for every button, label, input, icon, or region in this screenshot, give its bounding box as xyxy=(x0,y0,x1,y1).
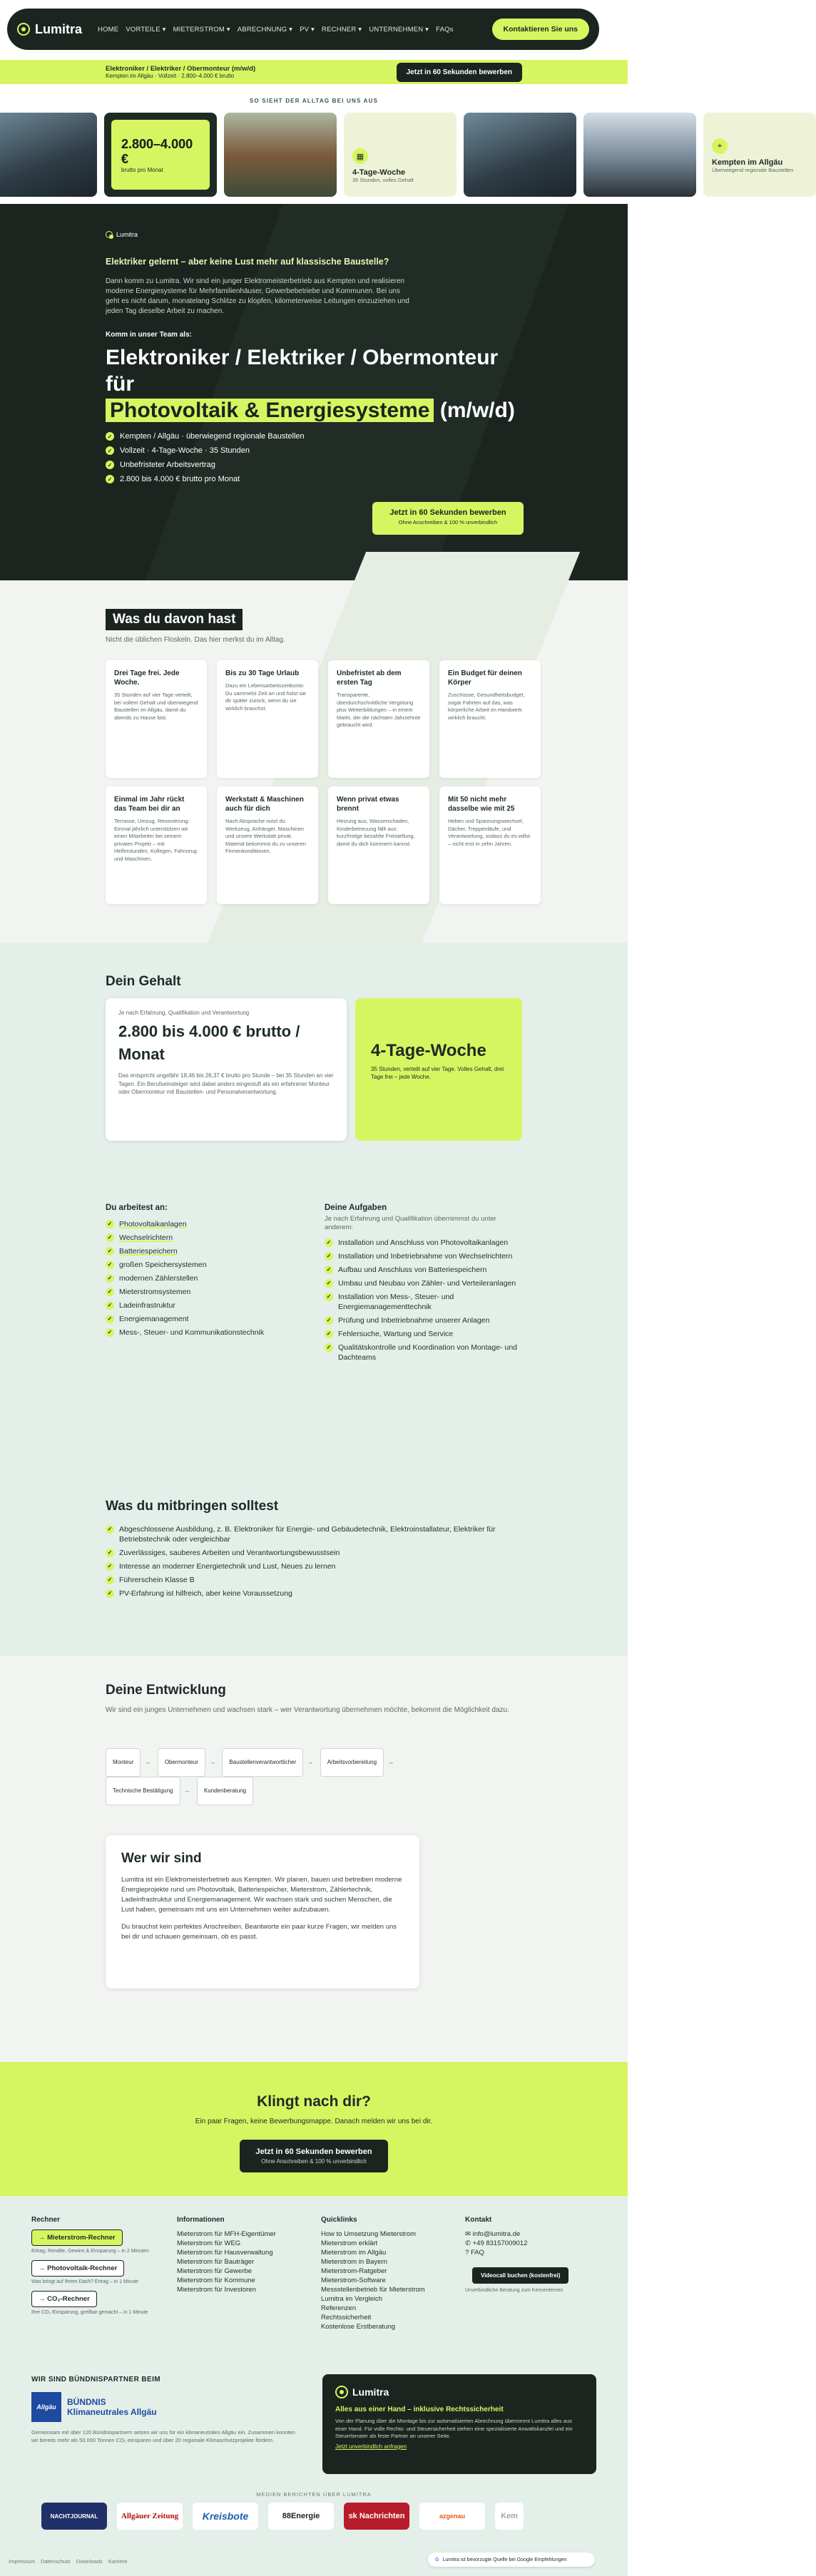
alliance-logo[interactable] xyxy=(31,2392,295,2422)
hero-brand xyxy=(106,231,526,238)
videocall-button[interactable]: Videocall buchen (kostenfrei) xyxy=(472,2267,568,2284)
alliance-badge: Allgäu xyxy=(31,2392,61,2422)
check-icon: ✓ xyxy=(325,1252,333,1261)
nav-pv[interactable]: PV ▾ xyxy=(300,25,315,34)
strip-week-card xyxy=(344,113,457,197)
hero-brand-name: Lumitra xyxy=(116,231,138,238)
check-icon: ✓ xyxy=(106,1261,114,1269)
job-bar-title: Elektroniker / Elektriker / Obermonteur (m/w/d) xyxy=(106,65,256,73)
check-icon: ✓ xyxy=(106,432,114,441)
development-description: Wir sind ein junges Unternehmen und wachsen stark – wer Verantwortung übernehmen möchte, bekommt die Möglichkeit dazu. xyxy=(106,1706,509,1714)
footer-calculators xyxy=(31,2216,153,2316)
email-link[interactable]: ✉ info@lumitra.de xyxy=(465,2230,521,2238)
benefits-section xyxy=(0,580,628,943)
press-logo-partial[interactable]: Kem xyxy=(495,2503,524,2530)
career-step: Obermonteur xyxy=(158,1748,205,1777)
list-item: ✓ Führerschein Klasse B xyxy=(106,1575,526,1585)
hero-apply-button[interactable]: Jetzt in 60 Sekunden bewerben Ohne Anschreiben & 100 % unverbindlich xyxy=(372,502,524,535)
mail-icon: ✉ xyxy=(465,2230,473,2238)
footer-link[interactable]: Rechtssicherheit xyxy=(321,2314,372,2321)
promo-box xyxy=(322,2374,596,2474)
legal-link[interactable]: Datenschutz xyxy=(41,2558,71,2565)
calc-note: Was bringt auf Ihrem Dach? Ertrag – in 1 Minute xyxy=(31,2279,138,2284)
partner-text: Gemeinsam mit über 120 Bündnispartnern setzen wir uns für ein klimaneutrales Allgäu ein. Zusammen konnten wir bereits mehr als 50.000 Tonnen CO₂ einsparen und über 20 regionale Klimaschutzprojekte fördern. xyxy=(31,2429,295,2443)
faq-link[interactable]: ? FAQ xyxy=(465,2249,484,2257)
career-step: Kundenberatung xyxy=(197,1777,253,1805)
list-item: ✓ Energiemanagement xyxy=(106,1314,320,1324)
nav-mieterstrom[interactable]: MIETERSTROM ▾ xyxy=(173,25,230,34)
benefit-card: Bis zu 30 Tage Urlaub Dazu ein Lebensarbeitszeitkonto: Du sammelst Zeit an und holst sie dir später zurück, wenn du sie wirklich brauchst. xyxy=(217,660,318,778)
strip-photo-3 xyxy=(464,113,576,197)
press-logo-nachtjournal[interactable]: NACHTJOURNAL xyxy=(41,2503,107,2530)
list-item: ✓ Installation und Anschluss von Photovoltaikanlagen xyxy=(325,1238,524,1248)
check-icon: ✓ xyxy=(106,475,114,483)
benefits-grid xyxy=(106,660,541,904)
calendar-icon: ▦ xyxy=(352,148,368,164)
footer-link[interactable]: Mieterstrom für WEG xyxy=(177,2239,241,2247)
brand-name: Lumitra xyxy=(35,21,83,36)
strip-location-label: Überwiegend regionale Baustellen xyxy=(712,167,794,173)
footer-link[interactable]: Referenzen xyxy=(321,2304,357,2312)
footer-link[interactable]: Mieterstrom-Software xyxy=(321,2277,386,2284)
check-icon: ✓ xyxy=(325,1343,333,1352)
nav-rechner[interactable]: RECHNER ▾ xyxy=(322,25,362,34)
strip-photo-4 xyxy=(583,113,696,197)
benefit-card: Einmal im Jahr rückt das Team bei dir an Terrasse, Umzug, Renovierung: Einmal jährlich unterstützen wir einen Mitarbeiter bei seinem privaten Projekt – mit Helferstunden, Kollegen, Fahrzeug und Maschinen. xyxy=(106,786,207,904)
footer-info-title: Informationen xyxy=(177,2216,225,2224)
check-icon: ✓ xyxy=(106,1288,114,1296)
hero-bullet: ✓ 2.800 bis 4.000 € brutto pro Monat xyxy=(106,475,526,483)
development-section xyxy=(0,1656,628,2062)
image-strip xyxy=(0,113,816,197)
about-card xyxy=(106,1835,419,1989)
check-icon: ✓ xyxy=(106,1247,114,1256)
alliance-name: BÜNDNIS Klimaneutrales Allgäu xyxy=(67,2397,157,2417)
salary-meta: Je nach Erfahrung, Qualifikation und Verantwortung xyxy=(118,1010,250,1016)
career-path xyxy=(106,1748,534,1805)
cta-apply-button[interactable]: Jetzt in 60 Sekunden bewerben Ohne Anschreiben & 100 % unverbindlich xyxy=(240,2140,387,2172)
list-item: ✓ Ladeinfrastruktur xyxy=(106,1300,320,1310)
footer-link[interactable]: Mieterstrom im Allgäu xyxy=(321,2249,387,2257)
benefit-card: Wenn privat etwas brennt Heizung aus, Wasserschaden, Kinderbetreuung fällt aus: kurzfristige bezahlte Freistellung, damit du dich kümmern kannst. xyxy=(328,786,429,904)
salary-description: Das entspricht ungefähr 18,46 bis 26,37 € brutto pro Stunde – bei 35 Stunden an vier Tagen. Ein Berufseinsteiger wird dabei anders eingestuft als ein erfahrener Monteur oder Obermonteur mit Baustellen- und Personalverantwortung. xyxy=(118,1072,334,1095)
check-icon: ✓ xyxy=(106,1576,114,1584)
nav-unternehmen[interactable]: UNTERNEHMEN ▾ xyxy=(369,25,429,34)
career-step: Arbeitsvorbereitung xyxy=(320,1748,384,1777)
press-logo-azgenau[interactable]: azgenau xyxy=(419,2503,485,2530)
press-logo-sk-nachrichten[interactable]: sk Nachrichten xyxy=(344,2503,409,2530)
benefits-subtitle: Nicht die üblichen Floskeln. Das hier merkst du im Alltag. xyxy=(106,636,285,644)
legal-link[interactable]: Karriere xyxy=(108,2558,128,2565)
arrow-right-icon: → xyxy=(387,1758,394,1765)
benefit-card: Mit 50 nicht mehr dasselbe wie mit 25 Heben und Spannungswechsel, Dächer, Treppenläufe, und Verantwortung, sodass du es willst – nicht erst in zehn Jahren. xyxy=(439,786,541,904)
tasks-subtitle: Je nach Erfahrung und Qualifikation übernimmst du unter anderem: xyxy=(325,1215,496,1231)
check-icon: ✓ xyxy=(106,1315,114,1323)
promo-link[interactable]: Jetzt unverbindlich anfragen xyxy=(335,2443,407,2450)
site-footer xyxy=(0,2196,628,2576)
hero-logo-icon xyxy=(106,231,113,238)
strip-photo-1 xyxy=(0,113,97,197)
calc-note: Ihre CO₂-Einsparung, greifbar gemacht – in 1 Minute xyxy=(31,2310,148,2315)
salary-title: Dein Gehalt xyxy=(106,974,181,989)
footer-contact xyxy=(465,2216,601,2294)
check-icon: ✓ xyxy=(106,1220,114,1228)
list-item: ✓ Mieterstromsystemen xyxy=(106,1287,320,1297)
list-item: ✓ Umbau und Neubau von Zähler- und Verteileranlagen xyxy=(325,1278,524,1288)
footer-calc-title: Rechner xyxy=(31,2216,61,2224)
nav-home[interactable]: HOME xyxy=(98,25,119,34)
requirements-list xyxy=(106,1499,526,1602)
list-item: ✓ modernen Zählerstellen xyxy=(106,1273,320,1283)
list-item: ✓ Abgeschlossene Ausbildung, z. B. Elektroniker für Energie- und Gebäudetechnik, Elektroinstallateur, Elektriker für Betriebstechnik oder vergleichbar xyxy=(106,1524,526,1544)
pv-calc-button[interactable]: → Photovoltaik-Rechner xyxy=(31,2260,124,2277)
list-item: ✓ Batteriespeichern xyxy=(106,1246,320,1256)
check-icon: ✓ xyxy=(325,1293,333,1301)
career-step: Technische Bestätigung xyxy=(106,1777,180,1805)
hero-title: Elektroniker / Elektriker / Obermonteur für Photovoltaik & Energiesysteme (m/w/d) xyxy=(106,346,515,422)
week-title: 4-Tage-Woche xyxy=(371,1041,486,1060)
press-logo-kreisbote[interactable]: Kreisbote xyxy=(193,2503,258,2530)
footer-link[interactable]: Mieterstrom für Bauträger xyxy=(177,2258,255,2266)
nav-abrechnung[interactable]: ABRECHNUNG ▾ xyxy=(237,25,293,34)
check-icon: ✓ xyxy=(325,1266,333,1274)
check-icon: ✓ xyxy=(325,1316,333,1325)
footer-link[interactable]: Kostenlose Erstberatung xyxy=(321,2323,396,2331)
strip-salary-value: 2.800–4.000 € xyxy=(121,136,193,166)
work-title: Du arbeitest an: xyxy=(106,1204,168,1212)
list-item: ✓ Qualitätskontrolle und Koordination von Montage- und Dachteams xyxy=(325,1343,524,1363)
week-description: 35 Stunden, verteilt auf vier Tage. Volles Gehalt, drei Tage frei – jede Woche. xyxy=(371,1066,504,1080)
job-bar-apply-button[interactable]: Jetzt in 60 Sekunden bewerben xyxy=(397,63,522,82)
salary-value: 2.800 bis 4.000 € brutto / Monat xyxy=(118,1022,300,1063)
press-logos xyxy=(41,2503,524,2530)
legal-links xyxy=(9,2558,128,2565)
list-item: ✓ Fehlersuche, Wartung und Service xyxy=(325,1329,524,1339)
benefit-card: Ein Budget für deinen Körper Zuschüsse, Gesundheitsbudget, sogar Fahrten auf das, was körperliche Arbeit im Handwerk wirklich braucht. xyxy=(439,660,541,778)
list-item: ✓ Zuverlässiges, sauberes Arbeiten und Verantwortungsbewusstsein xyxy=(106,1548,526,1558)
press-title: MEDIEN BERICHTEN ÜBER LUMITRA xyxy=(256,2491,372,2498)
legal-link[interactable]: Downloads xyxy=(76,2558,103,2565)
mieterstrom-calc-button[interactable]: → Mieterstrom-Rechner xyxy=(31,2229,123,2246)
benefit-card: Drei Tage frei. Jede Woche. 35 Stunden auf vier Tage verteilt, bei vollem Gehalt und überwiegend Baustellen im Allgäu, damit du abends zu Hause bist. xyxy=(106,660,207,778)
check-icon: ✓ xyxy=(325,1279,333,1288)
tasks-title: Deine Aufgaben xyxy=(325,1204,387,1212)
list-item: ✓ Aufbau und Anschluss von Batteriespeichern xyxy=(325,1265,524,1275)
site-header xyxy=(7,9,599,50)
about-text-2: Du brauchst kein perfektes Anschreiben. Beantworte ein paar kurze Fragen, wir melden uns bei dir und schauen gemeinsam, ob es passt. xyxy=(121,1923,397,1941)
hero-title-highlight: Photovoltaik & Energiesysteme xyxy=(106,399,434,422)
logo-icon xyxy=(17,23,30,36)
list-item: ✓ Wechselrichtern xyxy=(106,1233,320,1243)
footer-link[interactable]: Mieterstrom-Ratgeber xyxy=(321,2267,387,2275)
hero-bullet: ✓ Vollzeit · 4-Tage-Woche · 35 Stunden xyxy=(106,446,526,455)
check-icon: ✓ xyxy=(106,1328,114,1337)
work-list xyxy=(106,1204,320,1341)
check-icon: ✓ xyxy=(106,1301,114,1310)
promo-brand: Lumitra xyxy=(335,2386,583,2398)
benefits-title: Was du davon hast xyxy=(106,609,243,630)
cta-section xyxy=(0,2062,628,2196)
check-icon: ✓ xyxy=(106,446,114,455)
hero-bullets xyxy=(106,432,526,483)
list-item: ✓ Photovoltaikanlagen xyxy=(106,1219,320,1229)
arrow-right-icon: → xyxy=(183,1787,190,1794)
footer-link[interactable]: Mieterstrom für Gewerbe xyxy=(177,2267,253,2275)
footer-quicklinks xyxy=(321,2216,457,2331)
list-item: ✓ Installation von Mess-, Steuer- und Energiemanagementtechnik xyxy=(325,1292,524,1312)
nav-faqs[interactable]: FAQs xyxy=(436,25,454,34)
tasks-list xyxy=(325,1204,524,1366)
phone-icon: ✆ xyxy=(465,2239,473,2247)
about-title: Wer wir sind xyxy=(121,1851,202,1866)
check-icon: ✓ xyxy=(325,1330,333,1338)
benefit-card: Unbefristet ab dem ersten Tag Transparente, überdurchschnittliche Vergütung plus Weiterbildungen – in einem Markt, der die nächsten Jahrzehnte gebraucht wird. xyxy=(328,660,429,778)
co2-calc-button[interactable]: → CO₂-Rechner xyxy=(31,2291,97,2307)
check-icon: ✓ xyxy=(325,1238,333,1247)
alliance-block xyxy=(31,2376,295,2444)
press-logo-88energie[interactable]: 88Energie xyxy=(268,2503,334,2530)
check-icon: ✓ xyxy=(106,1589,114,1598)
salary-card xyxy=(106,998,347,1141)
footer-link[interactable]: Mieterstrom in Bayern xyxy=(321,2258,387,2266)
career-step: Monteur xyxy=(106,1748,141,1777)
list-item: ✓ Mess-, Steuer- und Kommunikationstechnik xyxy=(106,1328,320,1338)
hero-team-label: Komm in unser Team als: xyxy=(106,331,192,339)
career-step: Baustellenverantwortlicher xyxy=(222,1748,303,1777)
strip-salary-card xyxy=(104,113,217,197)
footer-quick-title: Quicklinks xyxy=(321,2216,357,2224)
strip-location-value: Kempten im Allgäu xyxy=(712,158,783,167)
strip-salary-label: brutto pro Monat xyxy=(121,166,163,173)
footer-information xyxy=(177,2216,312,2294)
main-nav xyxy=(98,26,492,34)
phone-link[interactable]: ✆ +49 83157009012 xyxy=(465,2239,528,2247)
check-icon: ✓ xyxy=(106,1549,114,1557)
check-icon: ✓ xyxy=(106,461,114,469)
arrow-right-icon: → xyxy=(208,1758,215,1765)
arrow-right-icon: → xyxy=(144,1758,151,1765)
check-icon: ✓ xyxy=(106,1562,114,1571)
footer-link[interactable]: Mieterstrom für Investoren xyxy=(177,2286,256,2294)
job-bar xyxy=(0,60,628,84)
requirements-title: Was du mitbringen solltest xyxy=(106,1499,279,1514)
cta-title: Klingt nach dir? xyxy=(257,2093,371,2110)
strip-photo-2 xyxy=(224,113,337,197)
partner-title: WIR SIND BÜNDNISPARTNER BEIM xyxy=(31,2376,161,2383)
hero-bullet: ✓ Unbefristeter Arbeitsvertrag xyxy=(106,461,526,469)
location-icon: ⌖ xyxy=(712,138,728,154)
nav-vorteile[interactable]: VORTEILE ▾ xyxy=(126,25,166,34)
strip-location-card xyxy=(703,113,816,197)
strip-week-value: 4-Tage-Woche xyxy=(352,168,406,177)
promo-logo-icon xyxy=(335,2386,348,2398)
footer-link[interactable]: How to Umsetzung Mieterstrom xyxy=(321,2230,417,2238)
press-logo-allgaeuer-zeitung[interactable]: Allgäuer Zeitung xyxy=(117,2503,183,2530)
hero-section xyxy=(0,204,628,580)
promo-text: Von der Planung über die Montage bis zur automatisierten Abrechnung übernimmt Lumitra alles aus einer Hand. Für volle Rechts- und Steuersicherheit stehen eine spezialisierte Anwaltskanzlei und ein Steuerberater als feste Partner an unserer Seite. xyxy=(335,2418,573,2439)
promo-title: Alles aus einer Hand – inklusive Rechtssicherheit xyxy=(335,2406,504,2413)
footer-link[interactable]: Mieterstrom erklärt xyxy=(321,2239,378,2247)
check-icon: ✓ xyxy=(106,1525,114,1534)
list-item: ✓ großen Speichersystemen xyxy=(106,1260,320,1270)
list-item: ✓ PV-Erfahrung ist hilfreich, aber keine Voraussetzung xyxy=(106,1589,526,1599)
list-item: ✓ Prüfung und Inbetriebnahme unserer Anlagen xyxy=(325,1315,524,1325)
arrow-right-icon: → xyxy=(307,1758,314,1765)
footer-link[interactable]: Lumitra im Vergleich xyxy=(321,2295,383,2303)
contact-button[interactable]: Kontaktieren Sie uns xyxy=(492,19,589,40)
footer-link[interactable]: Mieterstrom für Kommune xyxy=(177,2277,255,2284)
brand-logo[interactable] xyxy=(17,22,82,37)
footer-link[interactable]: Mieterstrom für Hausverwaltung xyxy=(177,2249,273,2257)
hero-kicker: Elektriker gelernt – aber keine Lust mehr auf klassische Baustelle? xyxy=(106,257,389,267)
week-card xyxy=(355,998,522,1141)
footer-link[interactable]: Messstellenbetrieb für Mieterstrom xyxy=(321,2286,425,2294)
salary-section xyxy=(0,943,628,1656)
google-badge[interactable]: G Lumitra ist bevorzugte Quelle bei Google Empfehlungen xyxy=(428,2552,595,2567)
strip-title: SO SIEHT DER ALLTAG BEI UNS AUS xyxy=(249,98,379,104)
hero-bullet: ✓ Kempten / Allgäu · überwiegend regionale Baustellen xyxy=(106,432,526,441)
about-text: Lumitra ist ein Elektromeisterbetrieb aus Kempten. Wir planen, bauen und betreiben moderne Energieprojekte rund um Photovoltaik, Batteriespeicher, Mieterstrom, Zählertechnik, Ladeinfrastruktur und Energiemanagement. Wir wachsen stark und suchen Menschen, die Lust haben, gemeinsam mit uns ein Unternehmen weiter aufzubauen. xyxy=(121,1876,402,1914)
footer-link[interactable]: Mieterstrom für MFH-Eigentümer xyxy=(177,2230,276,2238)
legal-link[interactable]: Impressum xyxy=(9,2558,36,2565)
list-item: ✓ Interesse an moderner Energietechnik und Lust, Neues zu lernen xyxy=(106,1561,526,1571)
help-icon: ? xyxy=(465,2249,471,2257)
calc-note: Ertrag, Rendite, Gewinn & Einsparung – in 2 Minuten xyxy=(31,2249,149,2254)
job-bar-subtitle: Kempten im Allgäu · Vollzeit · 2.800–4.000 € brutto xyxy=(106,73,235,79)
hero-intro: Dann komm zu Lumitra. Wir sind ein junger Elektromeisterbetrieb aus Kempten und realisieren moderne Energiesysteme für Mehrfamilienhäuser, Gewerbebetriebe und Kommunen. Bei uns geht es nicht darum, monatelang Schlitze zu klopfen, kilometerweise Leitungen einzuziehen und jeden Tag dieselbe Arbeit zu machen. xyxy=(106,277,409,315)
contact-note: Unverbindliche Beratung zum Kennenlernen xyxy=(465,2288,563,2293)
benefit-card: Werkstatt & Maschinen auch für dich Nach Absprache nutzt du Werkzeug, Anhänger, Maschinen und unsere Werkstatt privat. Material bekommst du zu unseren Firmenkonditionen. xyxy=(217,786,318,904)
footer-contact-title: Kontakt xyxy=(465,2216,492,2224)
cta-subtitle: Ein paar Fragen, keine Bewerbungsmappe. Danach melden wir uns bei dir. xyxy=(195,2118,433,2125)
list-item: ✓ Installation und Inbetriebnahme von Wechselrichtern xyxy=(325,1251,524,1261)
check-icon: ✓ xyxy=(106,1274,114,1283)
strip-week-label: 35 Stunden, volles Gehalt xyxy=(352,177,414,183)
google-icon: G xyxy=(435,2557,439,2562)
check-icon: ✓ xyxy=(106,1233,114,1242)
development-title: Deine Entwicklung xyxy=(106,1683,226,1698)
